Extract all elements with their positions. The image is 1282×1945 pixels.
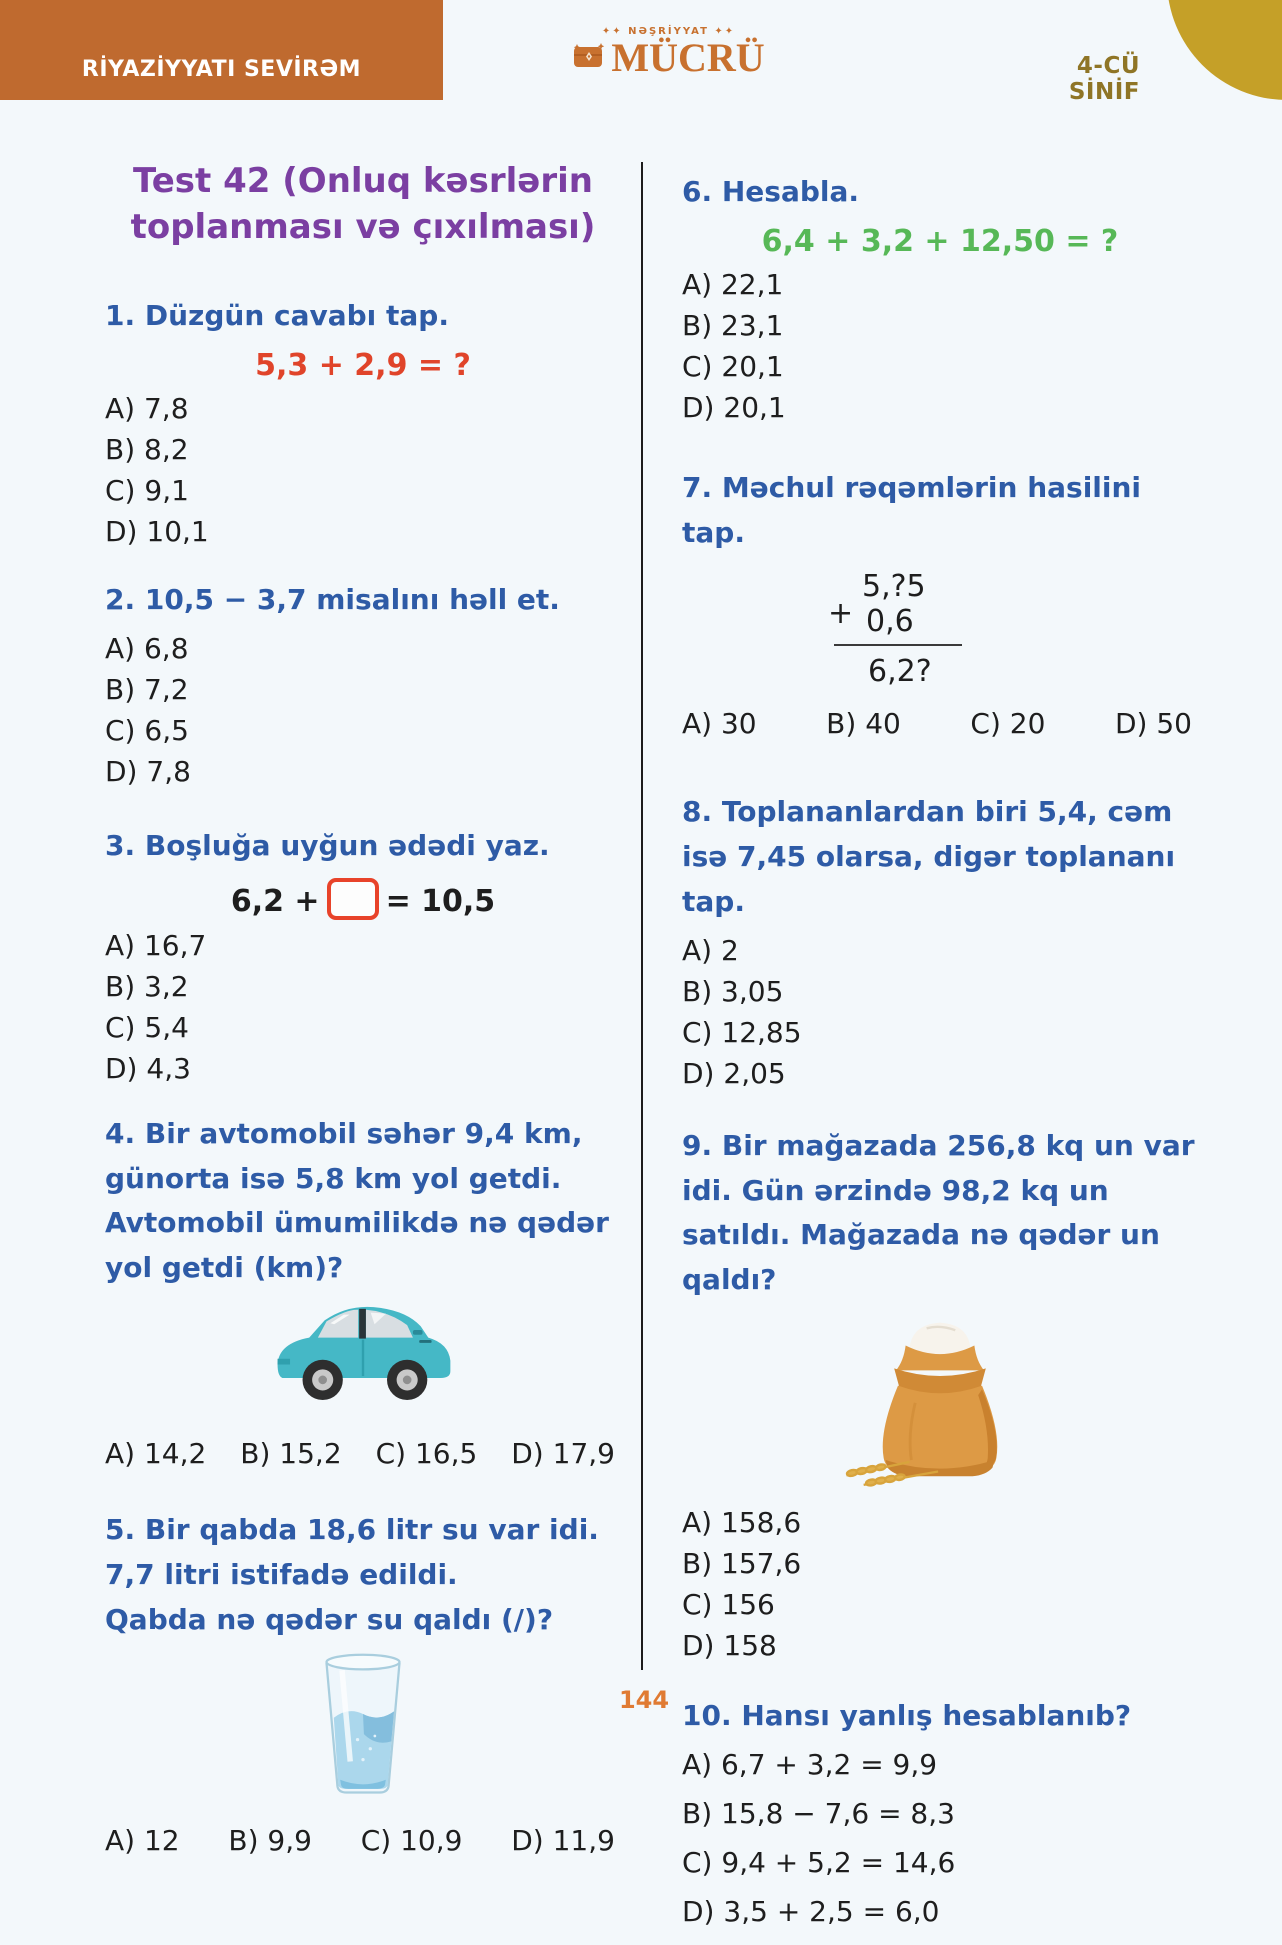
question-9 (682, 1124, 1198, 1662)
question-equation: 5,3 + 2,9 = ? (255, 348, 471, 384)
question-prompt: 7. Məchul rəqəmlərin hasilini tap. (682, 470, 1142, 549)
grade-label: 4-CÜ SİNİF (1068, 53, 1140, 105)
option: A) 6,8 (105, 632, 189, 666)
option: B) 7,2 (105, 673, 189, 707)
option: D) 7,8 (105, 755, 191, 789)
options-list (682, 269, 1198, 424)
option: A) 12 (105, 1824, 180, 1858)
question-8 (682, 790, 1198, 1089)
corner-decoration (1167, 0, 1282, 100)
question-prompt-line2: Qabda nə qədər su qaldı (/)? (105, 1602, 554, 1636)
options-list (105, 930, 621, 1085)
series-banner-label: RİYAZİYYATI SEVİRƏM (81, 57, 362, 82)
option: C) 156 (682, 1587, 775, 1621)
question-3 (105, 824, 621, 1085)
question-prompt (105, 1508, 621, 1642)
flour-sack-illustration (682, 1307, 1198, 1493)
question-equation (105, 878, 621, 920)
page-number: 144 (618, 1686, 670, 1714)
options-row (105, 1437, 621, 1470)
option: B) 9,9 (228, 1824, 312, 1858)
option: D) 2,05 (682, 1056, 786, 1090)
question-prompt: 1. Düzgün cavabı tap. (105, 299, 449, 333)
options-row (682, 707, 1198, 740)
option: B) 15,8 − 7,6 = 8,3 (682, 1796, 955, 1830)
question-prompt: 3. Boşluğa uyğun ədədi yaz. (105, 829, 550, 863)
option: D) 10,1 (105, 515, 209, 549)
option: D) 17,9 (511, 1437, 615, 1471)
column-divider (641, 162, 643, 1670)
option: D) 11,9 (511, 1824, 615, 1858)
publisher-logo-subtext: ✦✦ NƏŞRİYYAT ✦✦ (601, 26, 736, 37)
answer-blank-box (327, 878, 379, 920)
option: C) 20,1 (682, 349, 784, 383)
question-prompt: 9. Bir mağazada 256,8 kq un var idi. Gün ərzində 98,2 kq un satıldı. Mağazada nə qədər un qaldı? (682, 1128, 1195, 1297)
option: D) 20,1 (682, 390, 786, 424)
equation-left: 6,2 + (230, 883, 320, 919)
option: C) 20 (970, 707, 1046, 741)
option: A) 2 (682, 933, 739, 967)
plus-sign: + (828, 596, 854, 632)
question-4 (105, 1112, 621, 1470)
options-list (682, 935, 1198, 1090)
options-row (105, 1824, 621, 1857)
page-title-line1: Test 42 (Onluq kəsrlərin (133, 161, 593, 201)
question-prompt: 10. Hansı yanlış hesablanıb? (682, 1698, 1132, 1732)
question-prompt: 2. 10,5 − 3,7 misalını həll et. (105, 583, 560, 617)
question-equation: 6,4 + 3,2 + 12,50 = ? (761, 223, 1119, 259)
option: A) 158,6 (682, 1505, 802, 1539)
right-column (682, 138, 1198, 1945)
sum-result: 6,2? (868, 654, 932, 690)
option: D) 4,3 (105, 1051, 191, 1085)
option: C) 6,5 (105, 714, 189, 748)
option: A) 22,1 (682, 267, 784, 301)
option: D) 158 (682, 1628, 777, 1662)
question-prompt-line1: 5. Bir qabda 18,6 litr su var idi. 7,7 litri istifadə edildi. (105, 1513, 599, 1591)
teal-car-illustration (105, 1295, 621, 1415)
option: C) 12,85 (682, 1015, 802, 1049)
vertical-addition (828, 569, 962, 690)
option: A) 6,7 + 3,2 = 9,9 (682, 1747, 938, 1781)
equation-right: = 10,5 (385, 883, 496, 919)
addend-1: 5,?5 (862, 569, 926, 605)
option: B) 23,1 (682, 308, 784, 342)
question-6 (682, 170, 1198, 424)
options-list (105, 633, 621, 788)
option: D) 3,5 + 2,5 = 6,0 (682, 1894, 940, 1928)
publisher-logo (556, 26, 781, 78)
left-column (105, 140, 621, 1857)
option: C) 9,4 + 5,2 = 14,6 (682, 1845, 956, 1879)
publisher-logo-name: MÜCRÜ (611, 35, 765, 80)
options-list (105, 393, 621, 548)
option: A) 16,7 (105, 928, 207, 962)
question-1 (105, 294, 621, 548)
options-list (682, 1507, 1198, 1662)
question-prompt: 8. Toplananlardan biri 5,4, cəm isə 7,45 olarsa, digər toplananı tap. (682, 795, 1176, 918)
series-banner (0, 0, 443, 100)
option: C) 5,4 (105, 1010, 189, 1044)
question-5 (105, 1508, 621, 1857)
option: A) 14,2 (105, 1437, 207, 1471)
options-list (682, 1749, 1198, 1928)
option: A) 7,8 (105, 392, 189, 426)
question-10 (682, 1694, 1198, 1928)
page-title-line2: toplanması və çıxılması) (130, 207, 596, 248)
option: C) 16,5 (375, 1437, 478, 1471)
option: B) 3,05 (682, 974, 784, 1008)
option: C) 9,1 (105, 474, 189, 508)
question-7 (682, 466, 1198, 741)
option: C) 10,9 (360, 1824, 463, 1858)
option: B) 15,2 (240, 1437, 342, 1471)
addend-2: 0,6 (866, 604, 914, 640)
question-prompt: 4. Bir avtomobil səhər 9,4 km, günorta isə 5,8 km yol getdi. Avtomobil ümumilikdə nə qədər yol getdi (km)? (105, 1116, 609, 1285)
option: D) 50 (1114, 707, 1192, 741)
page-title (105, 158, 621, 250)
option: B) 3,2 (105, 969, 189, 1003)
treasure-chest-icon (572, 42, 606, 74)
option: B) 157,6 (682, 1546, 802, 1580)
option: B) 40 (826, 707, 901, 741)
question-2 (105, 578, 621, 788)
option: A) 30 (682, 707, 757, 741)
question-prompt: 6. Hesabla. (682, 175, 860, 208)
option: B) 8,2 (105, 433, 189, 467)
water-glass-illustration (105, 1652, 621, 1802)
